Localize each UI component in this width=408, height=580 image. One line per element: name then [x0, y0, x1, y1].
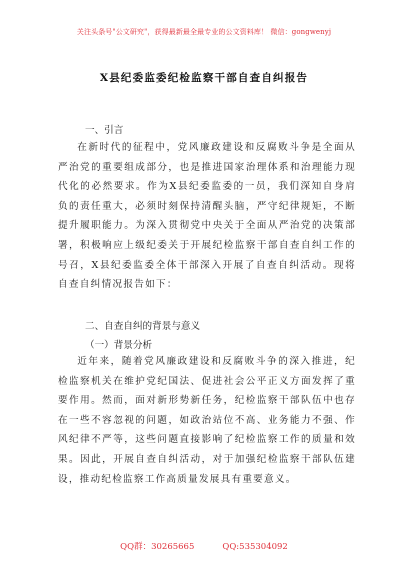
- section-2-heading: 二、自查自纠的背景与意义: [85, 321, 201, 332]
- footer-qq-group: QQ群：30265665: [120, 542, 195, 552]
- document-title: X县纪委监委纪检监察干部自查自纠报告: [99, 72, 309, 84]
- footer-contact: [0, 540, 408, 552]
- section-2-body: [58, 352, 356, 489]
- section-1-body: [58, 138, 356, 295]
- section-2-subheading: （一）背景分析: [85, 340, 153, 351]
- header-banner: 关注头条号"公文研究"，获得最新最全最专业的公文资料库！ 微信：gongwenyj: [76, 28, 332, 36]
- section-1-paragraph: 在新时代的征程中，党风廉政建设和反腐败斗争是全面从严治党的重要组成部分，也是推进国家治理体系和治理能力现代化的必然要求。作为X县纪委监委的一员，我们深知自身肩负的责任重大，必须时刻保持清醒头脑，严守纪律规矩，不断提升履职能力。为深入贯彻党中央关于全面从严治党的决策部署，积极响应上级纪委关于开展纪检监察干部自查自纠工作的号召，X县纪委监委全体干部深入开展了自查自纠活动。现将自查自纠情况报告如下：: [58, 142, 356, 291]
- section-2-paragraph: 近年来，随着党风廉政建设和反腐败斗争的深入推进，纪检监察机关在维护党纪国法、促进社会公平正义方面发挥了重要作用。然而，面对新形势新任务，纪检监察干部队伍中也存在一些不容忽视的问题，如政治站位不高、业务能力不强、作风纪律不严等，这些问题直接影响了纪检监察工作的质量和效果。因此，开展自查自纠活动，对于加强纪检监察干部队伍建设，推动纪检监察工作高质量发展具有重要意义。: [58, 356, 356, 485]
- footer-qq: QQ:535304092: [222, 542, 288, 552]
- section-1-heading: 一、引言: [85, 125, 124, 136]
